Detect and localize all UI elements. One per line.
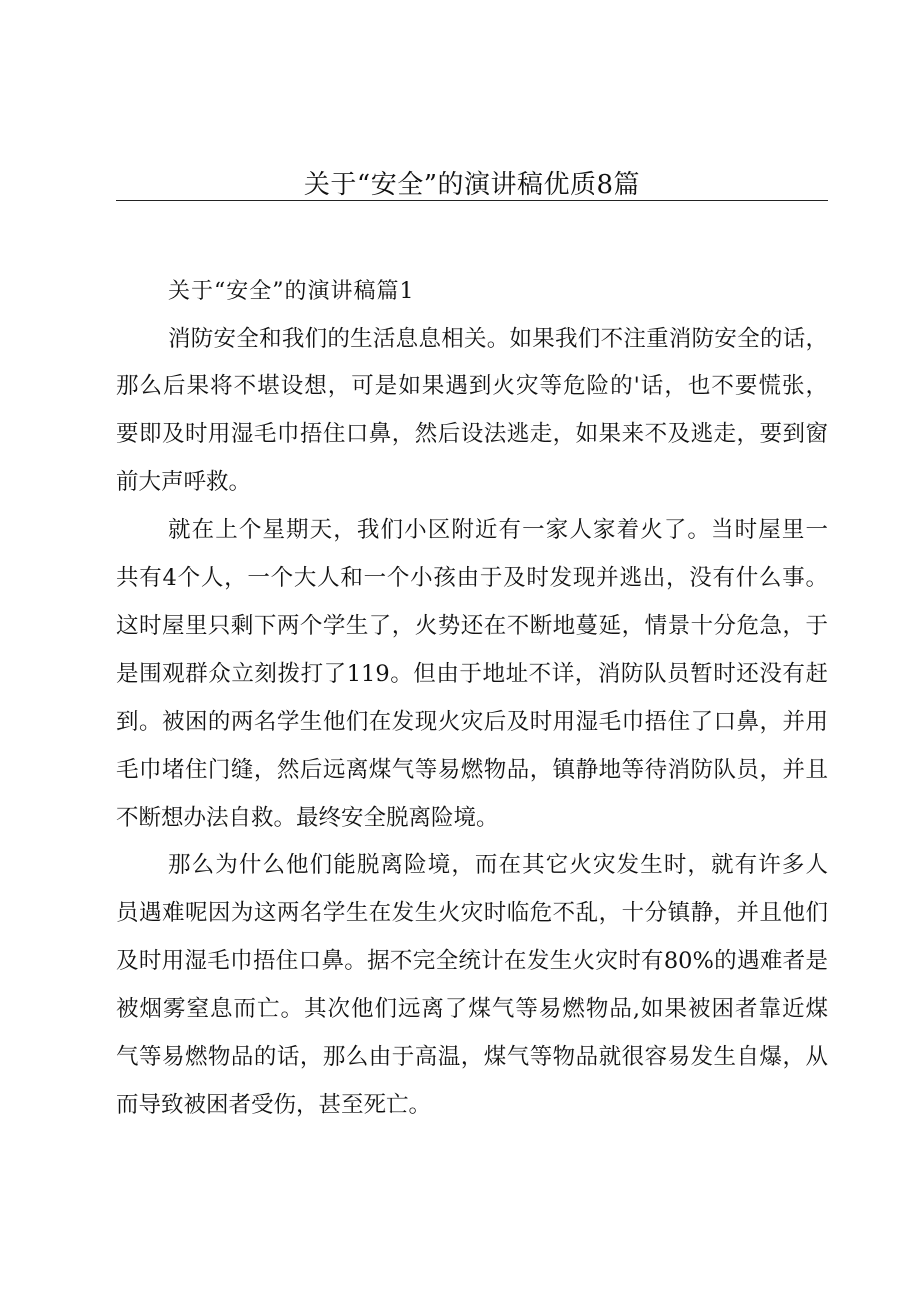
paragraph-line: 是围观群众立刻拨打了119。但由于地址不详，消防队员暂时还没有赶 xyxy=(116,661,828,687)
paragraph-line: 而导致被困者受伤，甚至死亡。 xyxy=(116,1092,432,1118)
paragraph-line: 不断想办法自救。最终安全脱离险境。 xyxy=(116,805,499,831)
paragraph-line: 共有4个人，一个大人和一个小孩由于及时发现并逃出，没有什么事。 xyxy=(116,565,828,591)
paragraph-line: 到。被困的两名学生他们在发现火灾后及时用湿毛巾捂住了口鼻，并用 xyxy=(116,709,828,735)
paragraph-line: 员遇难呢因为这两名学生在发生火灾时临危不乱，十分镇静，并且他们 xyxy=(116,900,828,926)
paragraph-line: 这时屋里只剩下两个学生了，火势还在不断地蔓延，情景十分危急，于 xyxy=(116,613,828,639)
paragraph-line: 要即及时用湿毛巾捂住口鼻，然后设法逃走，如果来不及逃走，要到窗 xyxy=(116,421,828,447)
paragraph-line: 就在上个星期天，我们小区附近有一家人家着火了。当时屋里一 xyxy=(168,517,828,543)
paragraph-line: 那么为什么他们能脱离险境，而在其它火灾发生时，就有许多人 xyxy=(168,852,828,878)
paragraph-line: 及时用湿毛巾捂住口鼻。据不完全统计在发生火灾时有80%的遇难者是 xyxy=(116,948,828,974)
paragraph-line: 毛巾堵住门缝，然后远离煤气等易燃物品，镇静地等待消防队员，并且 xyxy=(116,757,828,783)
paragraph-line: 消防安全和我们的生活息息相关。如果我们不注重消防安全的话， xyxy=(168,326,828,352)
paragraph-line: 前大声呼救。 xyxy=(116,469,252,495)
paragraph-line: 气等易燃物品的话，那么由于高温，煤气等物品就很容易发生自爆，从 xyxy=(116,1044,828,1070)
section-heading: 关于“安全”的演讲稿篇1 xyxy=(168,279,415,304)
paragraph-line: 被烟雾窒息而亡。其次他们远离了煤气等易燃物品,如果被困者靠近煤 xyxy=(116,996,828,1022)
page-title: 关于“安全”的演讲稿优质8篇 xyxy=(303,170,641,200)
title-divider xyxy=(116,200,828,201)
paragraph-line: 那么后果将不堪设想，可是如果遇到火灾等危险的'话，也不要慌张， xyxy=(116,373,828,399)
